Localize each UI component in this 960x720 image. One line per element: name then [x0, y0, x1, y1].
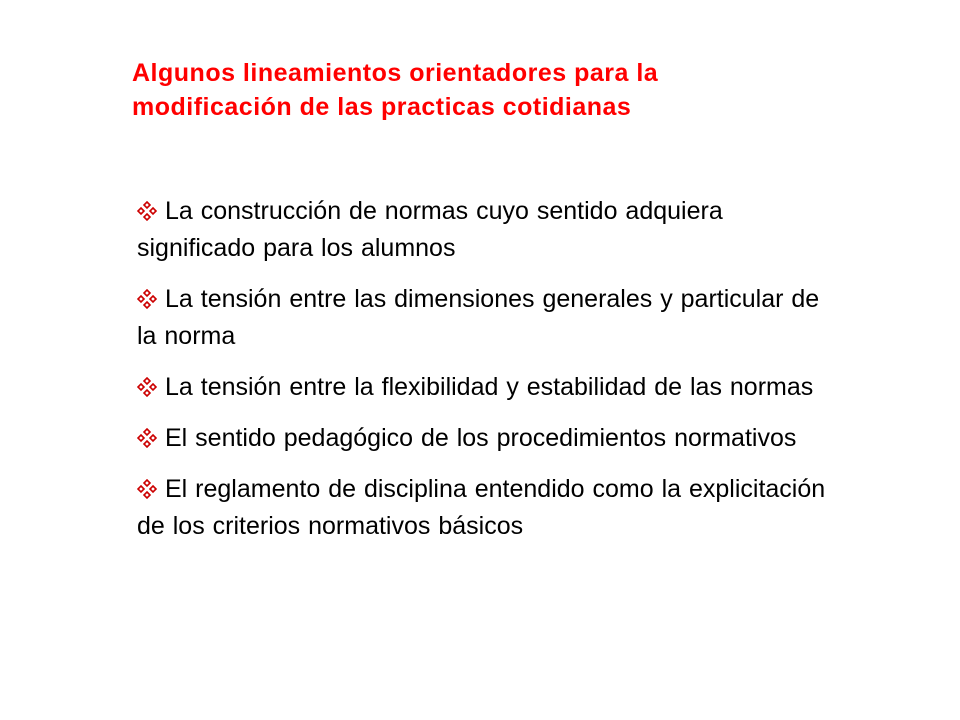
bullet-text: El reglamento de disciplina entendido como la explicitación de los criterios normativos básicos	[137, 475, 826, 540]
bullet-list	[137, 193, 837, 559]
diamond-bullet-icon	[137, 428, 165, 448]
bullet-text: La tensión entre las dimensiones generales y particular de la norma	[137, 285, 820, 350]
diamond-bullet-icon	[137, 479, 165, 499]
diamond-bullet-icon	[137, 289, 165, 309]
bullet-item	[137, 193, 837, 267]
bullet-item	[137, 420, 837, 457]
bullet-text: La tensión entre la flexibilidad y estabilidad de las normas	[165, 373, 814, 401]
diamond-bullet-icon	[137, 201, 165, 221]
bullet-item	[137, 281, 837, 355]
slide-title: Algunos lineamientos orientadores para la modificación de las practicas cotidianas	[132, 59, 659, 121]
bullet-item	[137, 369, 837, 406]
bullet-text: El sentido pedagógico de los procedimientos normativos	[165, 424, 797, 452]
bullet-text: La construcción de normas cuyo sentido adquiera significado para los alumnos	[137, 197, 723, 262]
bullet-item	[137, 471, 837, 545]
diamond-bullet-icon	[137, 377, 165, 397]
